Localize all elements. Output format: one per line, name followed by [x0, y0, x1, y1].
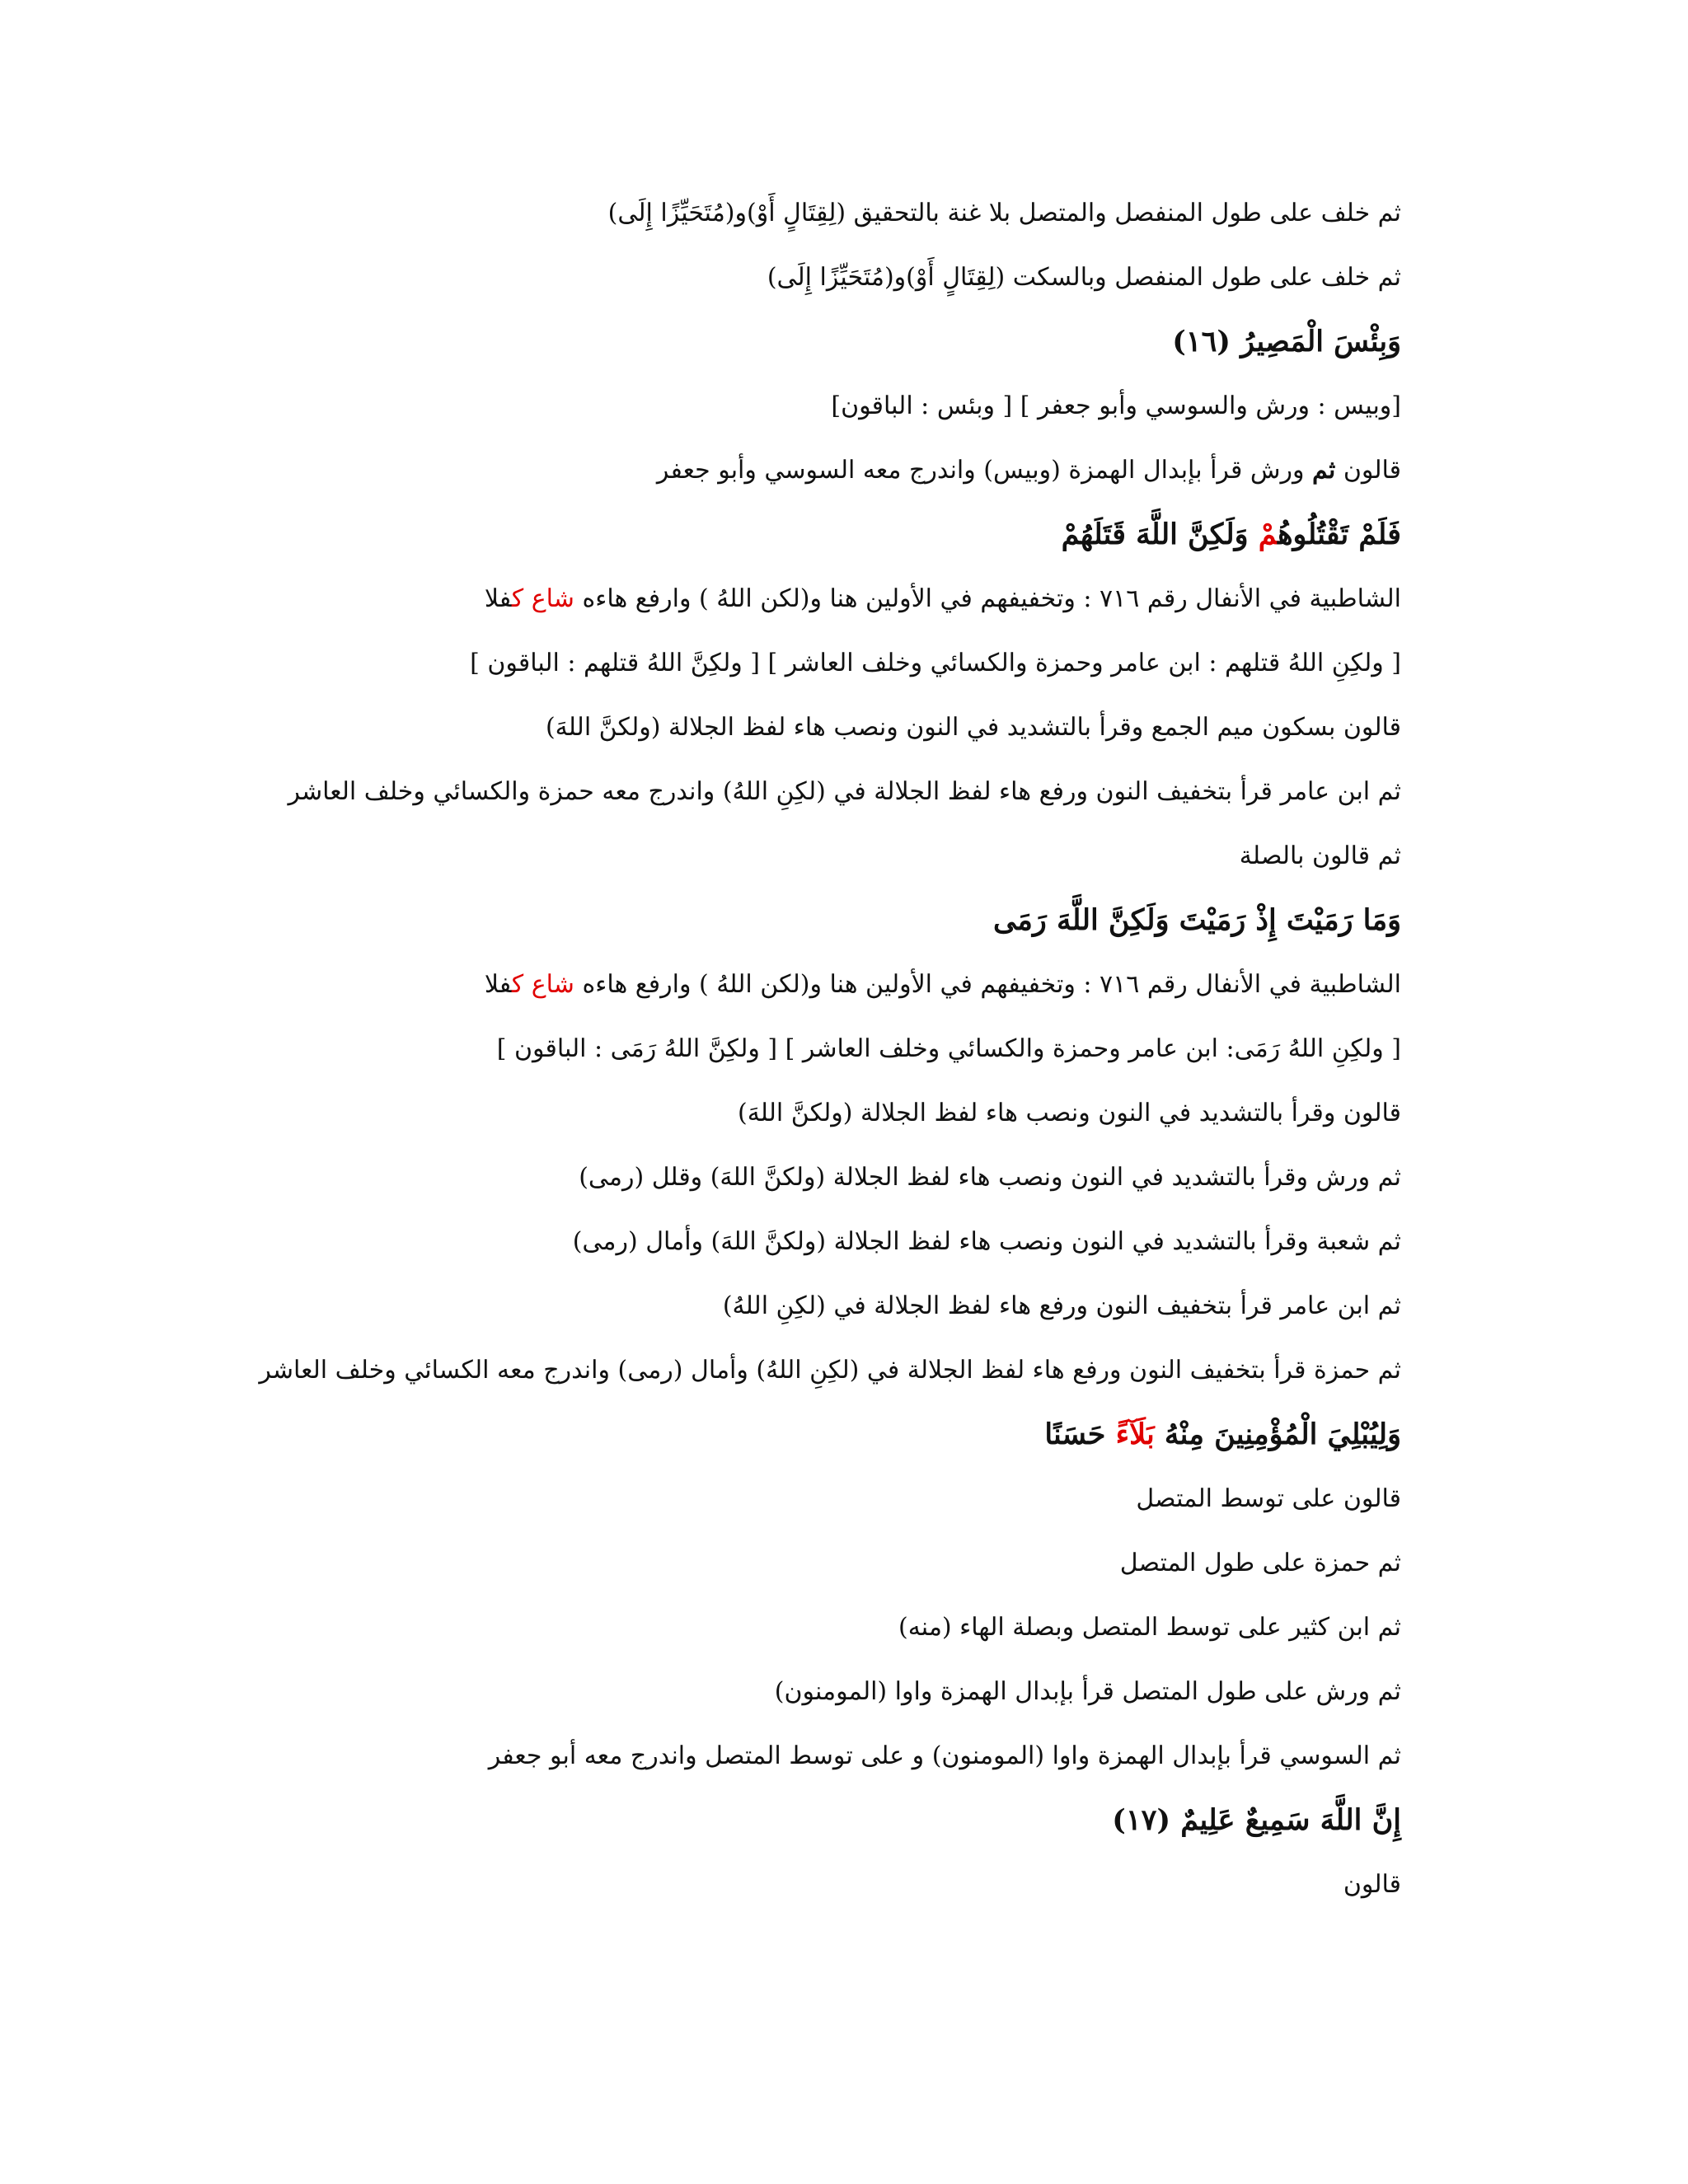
text-line — [330, 824, 1401, 888]
line-text: ثم حمزة قرأ بتخفيف النون ورفع هاء لفظ الجلالة في (لكِنِ اللهُ) وأمال (رمى) واندرج معه الكسائي وخلف العاشر — [259, 1356, 1401, 1385]
text-line — [330, 1210, 1401, 1274]
line-text: فَلَمْ تَقْتُلُوهُ — [1278, 518, 1401, 551]
line-text: ثم شعبة وقرأ بالتشديد في النون ونصب هاء لفظ الجلالة (ولكنَّ اللهَ) وأمال (رمى) — [572, 1227, 1401, 1256]
text-line — [259, 1338, 1401, 1403]
line-text: ثم حمزة على طول المتصل — [1119, 1549, 1401, 1577]
text-line — [330, 181, 1401, 246]
line-text: ورش قرأ بإبدال الهمزة (وبيس) واندرج معه السوسي وأبو جعفر — [656, 456, 1312, 485]
line-text: ثم — [1311, 456, 1336, 485]
line-text: الشاطبية في الأنفال رقم ٧١٦ : وتخفيفهم في الأولين هنا و(لكن اللهُ ) وارفع هاءه — [574, 970, 1401, 999]
text-line — [330, 1081, 1401, 1146]
highlighted-text: ك — [511, 970, 524, 999]
text-line — [330, 1017, 1401, 1081]
text-line — [330, 438, 1401, 503]
line-text: وَلَكِنَّ اللَّهَ قَتَلَهُمْ — [1061, 518, 1259, 551]
verse-line — [330, 1403, 1401, 1467]
verse-line — [330, 888, 1401, 953]
line-text: [ ولكِنِ اللهُ قتلهم : ابن عامر وحمزة والكسائي وخلف العاشر ] [ ولكِنَّ اللهُ قتلهم : الباقون ] — [470, 649, 1401, 677]
text-line — [330, 1660, 1401, 1724]
line-text: ثم خلف على طول المنفصل وبالسكت (لِقِتَالٍ أَوْ)و(مُتَحَيِّزًا إِلَى) — [767, 263, 1401, 292]
highlighted-text: شاع — [531, 970, 574, 999]
text-line — [330, 374, 1401, 438]
text-line — [330, 1274, 1401, 1338]
text-line — [330, 1596, 1401, 1660]
line-text: حَسَنًا — [1044, 1418, 1116, 1451]
line-text: فلا — [484, 584, 512, 613]
highlighted-text: بَلَآءً — [1115, 1418, 1155, 1451]
line-text — [523, 584, 532, 613]
line-text: وَلِيُبْلِيَ الْمُؤْمِنِينَ مِنْهُ — [1154, 1418, 1401, 1451]
highlighted-text: مْ — [1258, 518, 1278, 551]
line-text: قالون — [1343, 1870, 1401, 1899]
text-line — [330, 696, 1401, 760]
highlighted-text: شاع — [531, 584, 574, 613]
text-line — [330, 631, 1401, 696]
highlighted-text: ك — [511, 584, 524, 613]
verse-line — [330, 1788, 1401, 1853]
line-text: ثم قالون بالصلة — [1239, 841, 1401, 870]
line-text: ثم السوسي قرأ بإبدال الهمزة واوا (المومنون) و على توسط المتصل واندرج معه أبو جعفر — [488, 1741, 1401, 1770]
line-text: [ ولكِنِ اللهُ رَمَى: ابن عامر وحمزة والكسائي وخلف العاشر ] [ ولكِنَّ اللهُ رَمَى : الباقون ] — [496, 1034, 1401, 1063]
line-text: ثم ابن عامر قرأ بتخفيف النون ورفع هاء لفظ الجلالة في (لكِنِ اللهُ) واندرج معه حمزة والكسائي وخلف العاشر — [288, 777, 1401, 806]
line-text: قالون على توسط المتصل — [1136, 1484, 1401, 1513]
line-text: ثم ورش وقرأ بالتشديد في النون ونصب هاء لفظ الجلالة (ولكنَّ اللهَ) وقلل (رمى) — [579, 1163, 1401, 1192]
text-line — [330, 1724, 1401, 1788]
text-line — [330, 1531, 1401, 1596]
text-line — [330, 953, 1401, 1017]
line-text — [523, 970, 532, 999]
line-text: الشاطبية في الأنفال رقم ٧١٦ : وتخفيفهم في الأولين هنا و(لكن اللهُ ) وارفع هاءه — [574, 584, 1401, 613]
text-line — [330, 1853, 1401, 1917]
document-page — [259, 181, 1401, 1917]
verse-line — [330, 310, 1401, 374]
line-text: ثم خلف على طول المنفصل والمتصل بلا غنة بالتحقيق (لِقِتَالٍ أَوْ)و(مُتَحَيِّزًا إِلَى) — [607, 199, 1401, 227]
line-text: قالون — [1335, 456, 1401, 485]
line-text: ثم ابن كثير على توسط المتصل وبصلة الهاء (منه) — [898, 1613, 1401, 1642]
text-line — [288, 760, 1401, 824]
text-line — [330, 1467, 1401, 1531]
line-text: إِنَّ اللَّهَ سَمِيعٌ عَلِيمٌ (١٧) — [1112, 1803, 1401, 1837]
verse-line — [330, 503, 1401, 567]
line-text: قالون وقرأ بالتشديد في النون ونصب هاء لفظ الجلالة (ولكنَّ اللهَ) — [738, 1099, 1401, 1127]
line-text: [وبيس : ورش والسوسي وأبو جعفر ] [ وبئس : الباقون] — [831, 391, 1401, 420]
line-text: ثم ابن عامر قرأ بتخفيف النون ورفع هاء لفظ الجلالة في (لكِنِ اللهُ) — [722, 1291, 1401, 1320]
text-line — [330, 1146, 1401, 1210]
text-line — [330, 567, 1401, 631]
line-text: وَمَا رَمَيْتَ إِذْ رَمَيْتَ وَلَكِنَّ اللَّهَ رَمَى — [993, 903, 1401, 937]
line-text: ثم ورش على طول المتصل قرأ بإبدال الهمزة واوا (المومنون) — [774, 1677, 1401, 1706]
text-line — [330, 246, 1401, 310]
line-text: قالون بسكون ميم الجمع وقرأ بالتشديد في النون ونصب هاء لفظ الجلالة (ولكنَّ اللهَ) — [545, 713, 1401, 742]
line-text: فلا — [484, 970, 512, 999]
line-text: وَبِئْسَ الْمَصِيرُ (١٦) — [1172, 325, 1401, 359]
